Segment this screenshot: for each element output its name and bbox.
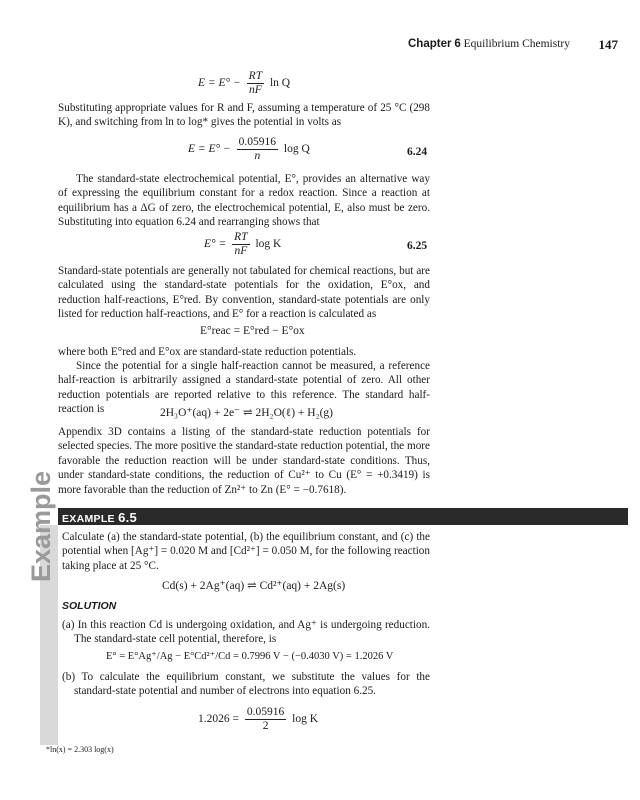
eq-num: RT [248, 70, 263, 82]
page-number: 147 [598, 37, 618, 52]
eq-num: RT [234, 231, 248, 243]
example-band [58, 508, 628, 525]
solution-equation-a: E° = E°Ag⁺/Ag − E°Cd²⁺/Cd = 0.7996 V − (−0.4030 V) = 1.2026 V [106, 651, 394, 662]
solution-equation-b [198, 706, 318, 733]
eq-lhs: E° = [204, 238, 227, 251]
eq-den: nF [248, 84, 262, 96]
eq-lhs: E = E° − [198, 77, 241, 90]
eq-fraction [245, 706, 286, 733]
eq-fraction [232, 231, 249, 258]
eq-num: 0.05916 [238, 136, 277, 148]
equation-6-24 [188, 136, 310, 163]
eq-den: nF [234, 245, 248, 257]
example-label: EXAMPLE [62, 513, 115, 525]
equation-6-25 [204, 231, 281, 258]
chapter-title: Equilibrium Chemistry [463, 38, 570, 50]
eq-rhs: log K [292, 713, 318, 726]
paragraph-1: Substituting appropriate values for R and F, assuming a temperature of 25 °C (298 K), and switching from ln to log* gives the potential in volts as [58, 102, 430, 129]
eq-lhs: 1.2026 = [198, 713, 239, 726]
footnote: *ln(x) = 2.303 log(x) [46, 745, 114, 754]
paragraph-6: Appendix 3D contains a listing of the standard-state reduction potentials for selected species. The more positive the standard-state reduction potential, the more favorable the reduction reaction will be under standard-state conditions. Thus, under standard-state conditions, the reduction of Cu²⁺ to Cu (E° = +0.3419) is more favorable than the reduction of Zn²⁺ to Zn (E° = −0.7618). [58, 426, 430, 496]
paragraph-5: Since the potential for a single half-reaction cannot be measured, a reference half-reaction is arbitrarily assigned a standard-state potential of zero. All other reduction potentials are reported relative to this reference. The standard half-reaction is [58, 360, 430, 416]
eq-rhs: log Q [283, 143, 310, 156]
eq-num: 0.05916 [246, 706, 285, 718]
eq-den: 2 [262, 720, 269, 732]
equation-reaction-potential: E°reac = E°red − E°ox [200, 325, 305, 337]
paragraph-4: where both E°red and E°ox are standard-state reduction potentials. [58, 346, 357, 358]
equation-number: 6.24 [407, 146, 428, 158]
example-reaction: Cd(s) + 2Ag⁺(aq) ⇌ Cd²⁺(aq) + 2Ag(s) [162, 580, 346, 592]
eq-den: n [254, 150, 261, 162]
example-problem: Calculate (a) the standard-state potential, (b) the equilibrium constant, and (c) the potential when [Ag⁺] = 0.020 M and [Cd²⁺] = 0.050 M, for the following reaction taking place at 25 °C. [62, 531, 430, 572]
eq-lhs: E = E° − [188, 143, 231, 156]
running-header [408, 38, 618, 50]
solution-part-a: (a) In this reaction Cd is undergoing oxidation, and Ag⁺ is undergoing reduction. The standard-state cell potential, therefore, is [62, 619, 430, 646]
paragraph-2: The standard-state electrochemical potential, E°, provides an alternative way of expressing the equilibrium constant for a redox reaction. Since a reaction at equilibrium has a ΔG of zero, the electrochemical potential, E, also must be zero. Substituting into equation 6.24 and rearranging shows that [58, 173, 430, 229]
solution-label: SOLUTION [62, 600, 117, 612]
paragraph-3: Standard-state potentials are generally not tabulated for chemical reactions, but are calculated using the standard-state potentials for the oxidation, E°ox, and reduction half-reactions, E°red. By convention, standard-state potentials are only listed for reduction half-reactions, and E° for a reaction is calculated as [58, 265, 430, 321]
chapter-label: Chapter [408, 38, 452, 50]
example-side-label: Example [26, 470, 56, 582]
eq-rhs: ln Q [269, 77, 291, 90]
chapter-number: 6 [454, 38, 461, 50]
eq-fraction [247, 70, 264, 97]
equation-number: 6.25 [407, 240, 428, 252]
equation-nernst [198, 70, 290, 97]
eq-rhs: log K [255, 238, 282, 251]
eq-fraction [237, 136, 278, 163]
example-heading [62, 510, 137, 525]
equation-hydrogen: 2H₃O⁺(aq) + 2e⁻ ⇌ 2H₂O(ℓ) + H₂(g) [160, 407, 333, 419]
solution-part-b: (b) To calculate the equilibrium constant, we substitute the values for the standard-state potential and number of electrons into equation 6.25. [62, 671, 430, 698]
example-number: 6.5 [118, 510, 138, 525]
